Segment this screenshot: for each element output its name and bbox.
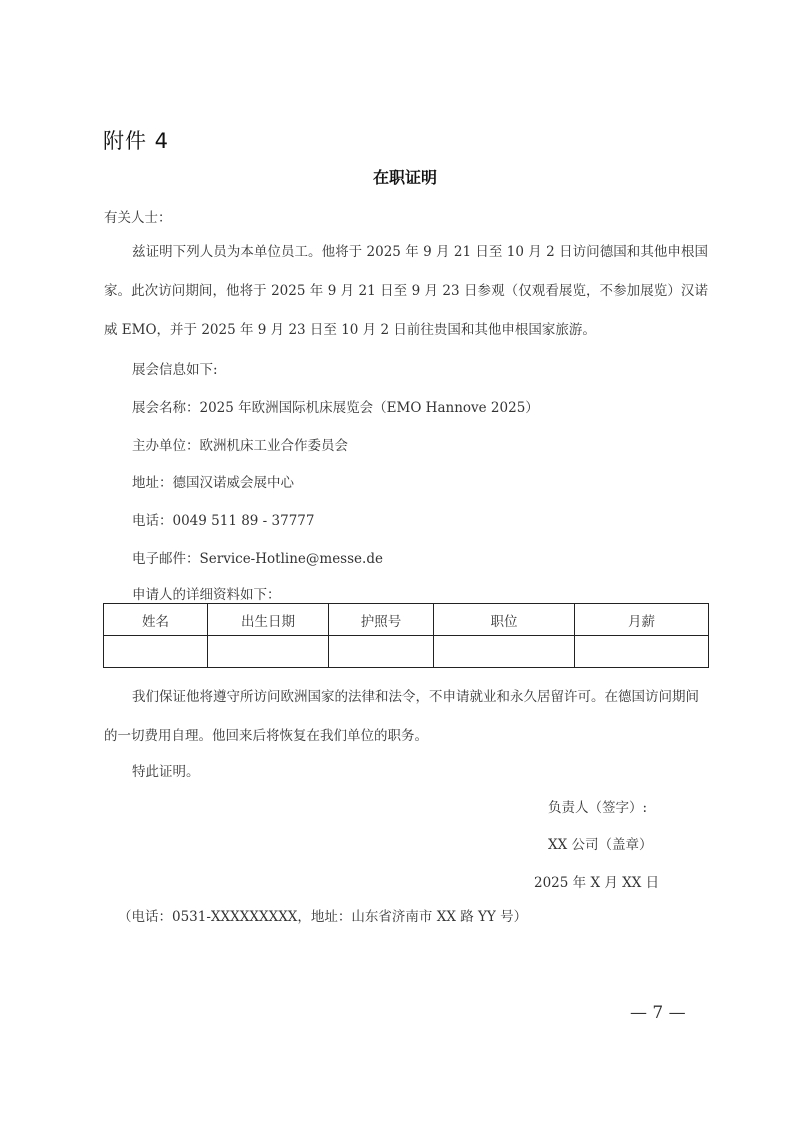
closing-statement: 特此证明。 [132,764,200,780]
exhibition-intro: 展会信息如下: [132,362,218,378]
cell-passport[interactable] [329,636,434,668]
salutation: 有关人士： [104,210,172,226]
signature-date: 2025 年 X 月 XX 日 [534,875,660,891]
header-passport: 护照号 [329,604,434,636]
exhibition-organizer: 主办单位：欧洲机床工业合作委员会 [132,438,348,454]
contact-footer: （电话：0531-XXXXXXXXX，地址：山东省济南市 XX 路 YY 号） [118,909,528,925]
header-name: 姓名 [104,604,208,636]
cell-position[interactable] [434,636,575,668]
exhibition-phone: 电话：0049 511 89 - 37777 [132,513,315,529]
signature-responsible: 负责人（签字）: [548,800,648,816]
header-birthdate: 出生日期 [208,604,329,636]
cell-salary[interactable] [575,636,709,668]
header-salary: 月薪 [575,604,709,636]
table-header-row [104,604,709,636]
page-number: — 7 — [630,1003,686,1023]
body-paragraph-2-text: 我们保证他将遵守所访问欧洲国家的法律和法令，不申请就业和永久居留许可。在德国访问期间的一切费用自理。他回来后将恢复在我们单位的职务。 [104,689,699,744]
applicant-intro: 申请人的详细资料如下： [132,587,281,603]
exhibition-address: 地址：德国汉诺威会展中心 [132,475,294,491]
cell-name[interactable] [104,636,208,668]
attachment-label: 附件 4 [103,129,170,153]
body-paragraph-1 [104,233,708,350]
body-paragraph-1-text: 兹证明下列人员为本单位员工。他将于 2025 年 9 月 21 日至 10 月 2 日访问德国和其他申根国家。此次访问期间，他将于 2025 年 9 月 21 日至 9 月 23 日参观（仅观看展览，不参加展览）汉诺威 EMO，并于 2025 年 9 月 23 日至 10 月 2 日前往贵国和其他申根国家旅游。 [104,244,708,338]
applicant-table [103,603,709,668]
exhibition-email: 电子邮件：Service-Hotline@messe.de [132,551,383,567]
document-title: 在职证明 [372,168,437,187]
header-position: 职位 [434,604,575,636]
signature-company: XX 公司（盖章） [548,837,653,853]
cell-birthdate[interactable] [208,636,329,668]
table-row [104,636,709,668]
exhibition-name: 展会名称：2025 年欧洲国际机床展览会（EMO Hannove 2025） [132,400,539,416]
body-paragraph-2 [104,678,708,756]
